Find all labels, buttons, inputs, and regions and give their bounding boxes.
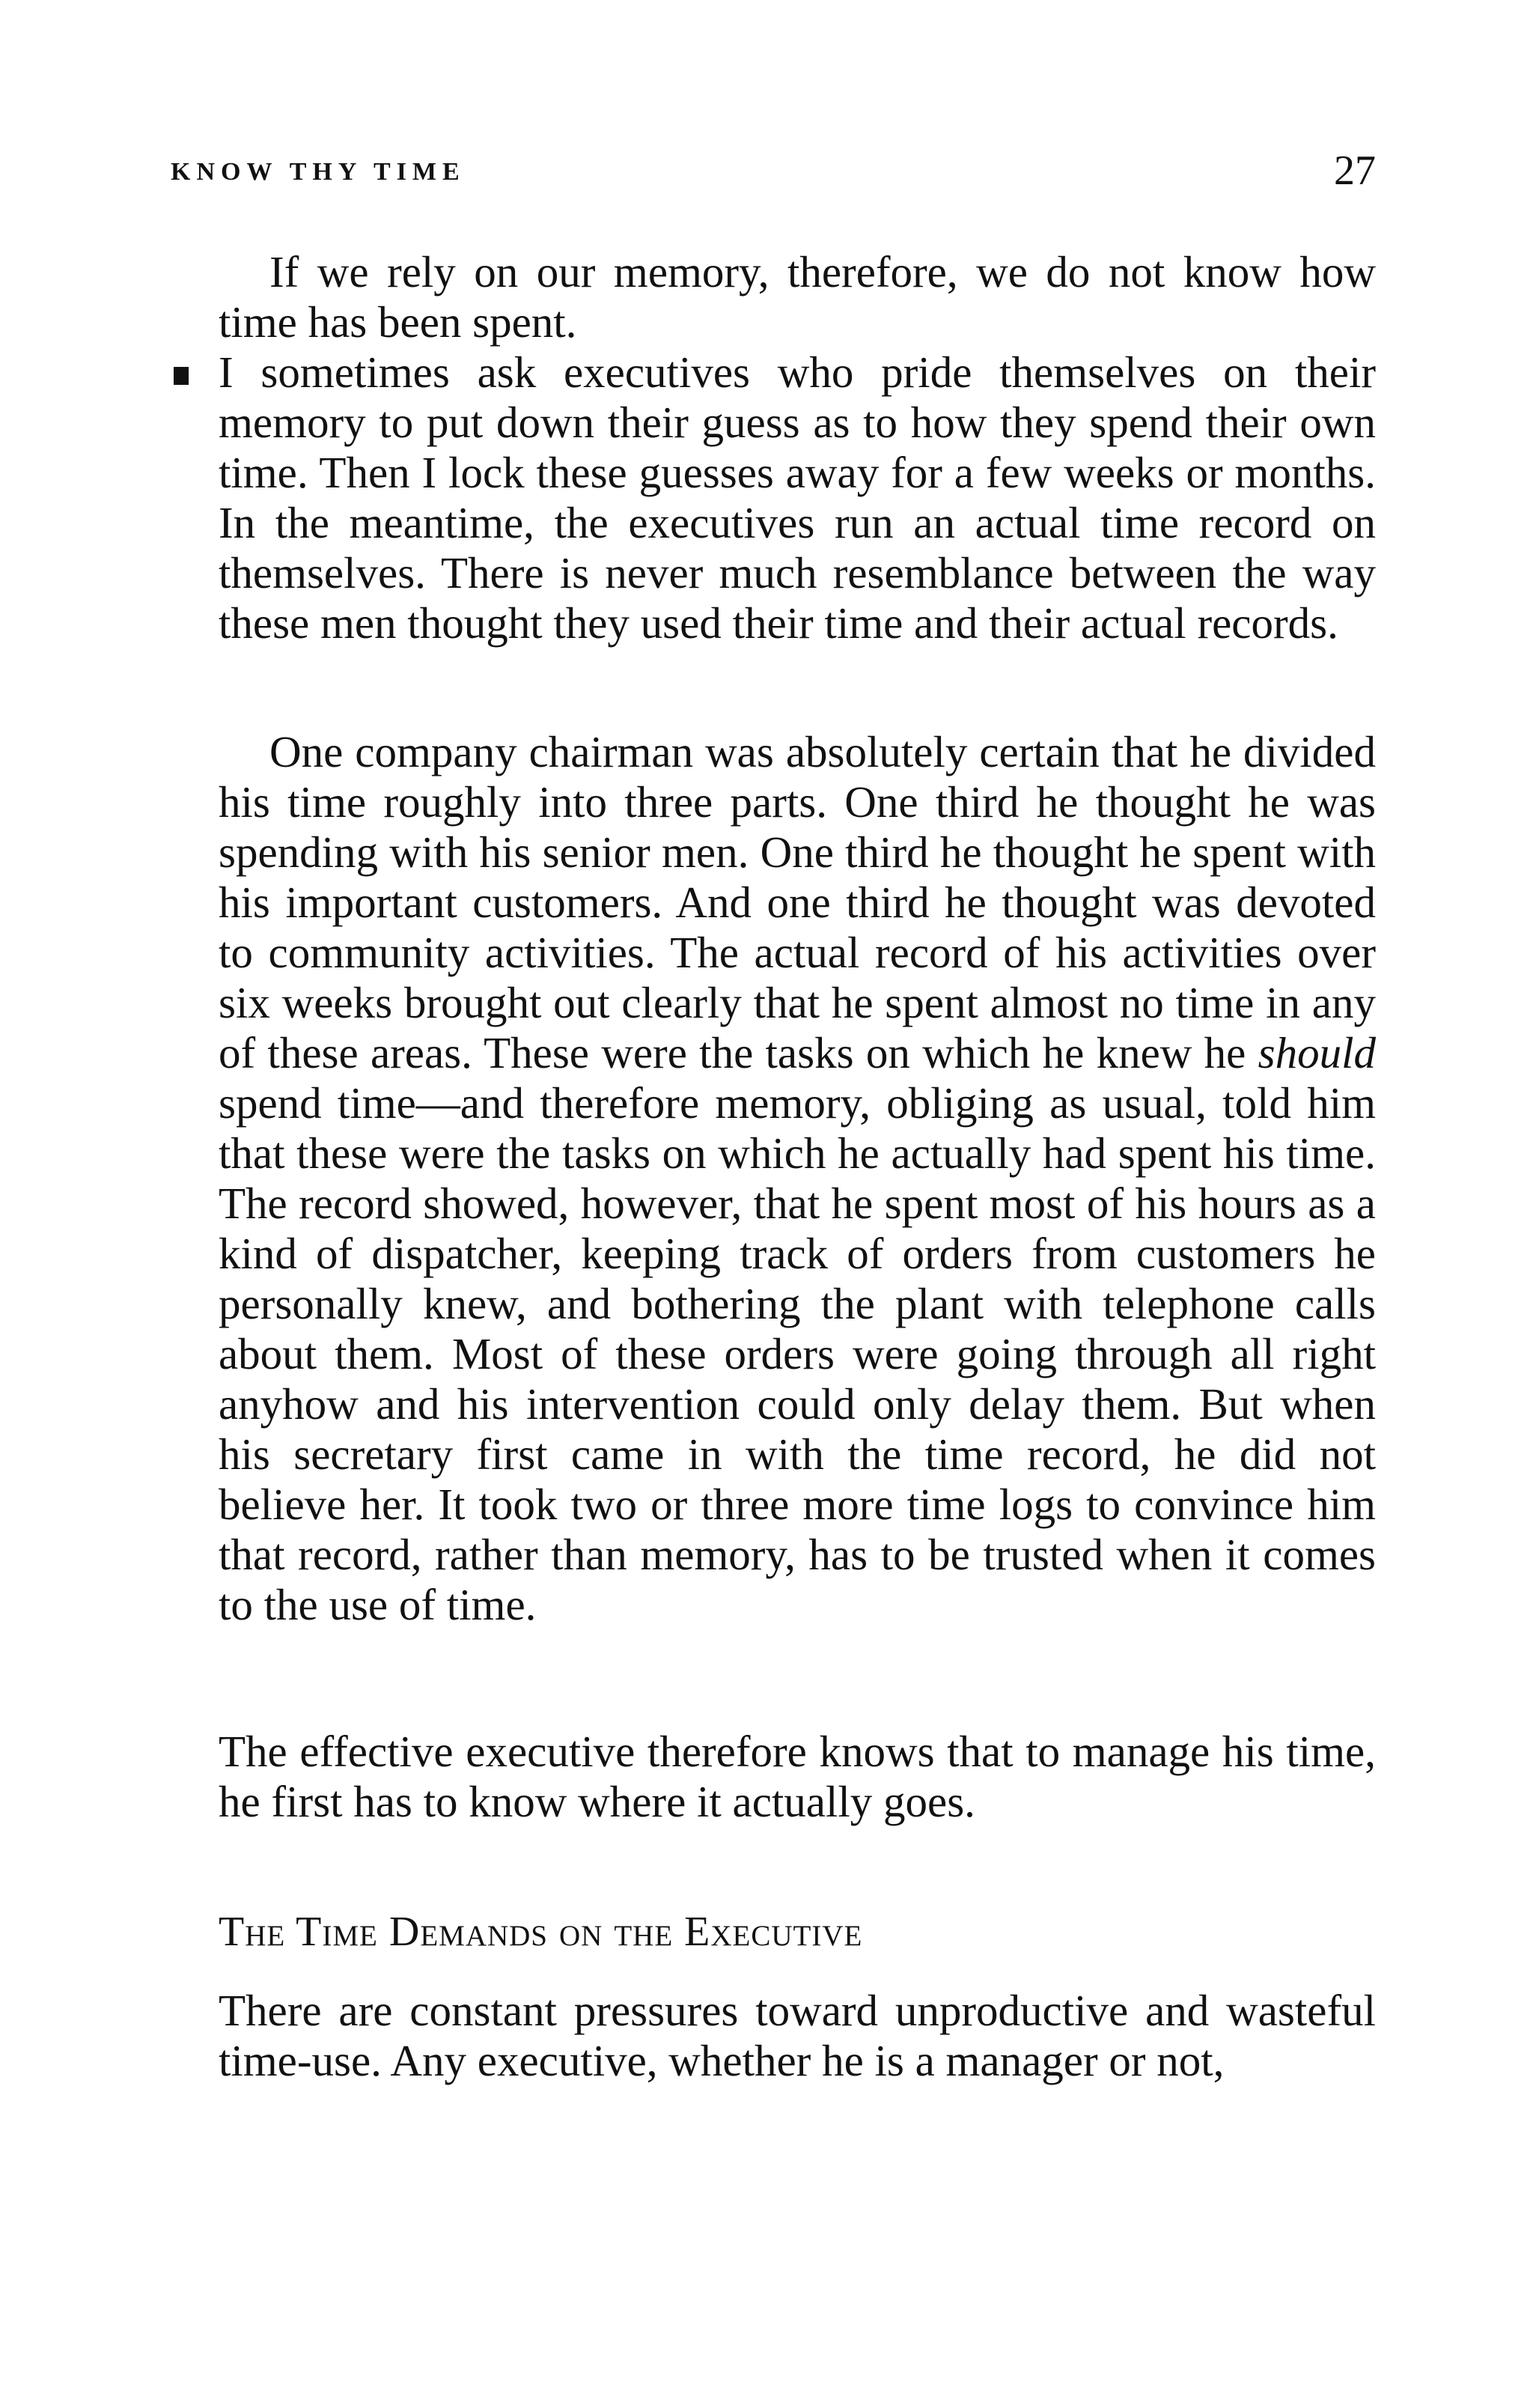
paragraph-conclusion: The effective executive therefore knows that to manage his time, he first has to know where it actually goes.: [219, 1727, 1376, 1826]
section-heading: The Time Demands on the Executive: [219, 1909, 863, 1955]
story-text-after-emphasis: spend time—and therefore memory, obliging as usual, told him that these were the tasks on which he actually had spent his time. The record showed, however, that he spent most of his hours as a kind of dispatcher, keeping track of orders from customers he personally knew, and bothering the plant with telephone calls about them. Most of these orders were going through all right anyhow and his intervention could only delay them. But when his secretary first came in with the time record, he did not believe her. It took two or three more time logs to convince him that record, rather than memory, has to be trusted when it comes to the use of time.: [219, 1078, 1376, 1629]
page-number: 27: [1334, 148, 1376, 194]
paragraph-story: [219, 727, 1376, 1630]
paragraph-next: There are constant pressures toward unproductive and wasteful time-use. Any executive, whether he is a manager or not,: [219, 1986, 1376, 2085]
story-text-before-emphasis: One company chairman was absolutely certain that he divided his time roughly into three parts. One third he thought he was spending with his senior men. One third he thought he spent with his important customers. And one third he thought was devoted to community activities. The actual record of his activities over six weeks brought out clearly that he spent almost no time in any of these areas. These were the tasks on which he knew he: [219, 727, 1376, 1077]
running-title: KNOW THY TIME: [171, 158, 466, 186]
story-emphasis: should: [1258, 1028, 1376, 1077]
running-head: [171, 150, 1376, 195]
bullet-square-icon: [174, 367, 189, 385]
paragraph-intro: If we rely on our memory, therefore, we do not know how time has been spent.: [219, 247, 1376, 347]
paragraph-bullet: I sometimes ask executives who pride themselves on their memory to put down their guess as to how they spend their own time. Then I lock these guesses away for a few weeks or months. In the meantime, the executives run an actual time record on themselves. There is never much resemblance between the way these men thought they used their time and their actual records.: [219, 347, 1376, 648]
